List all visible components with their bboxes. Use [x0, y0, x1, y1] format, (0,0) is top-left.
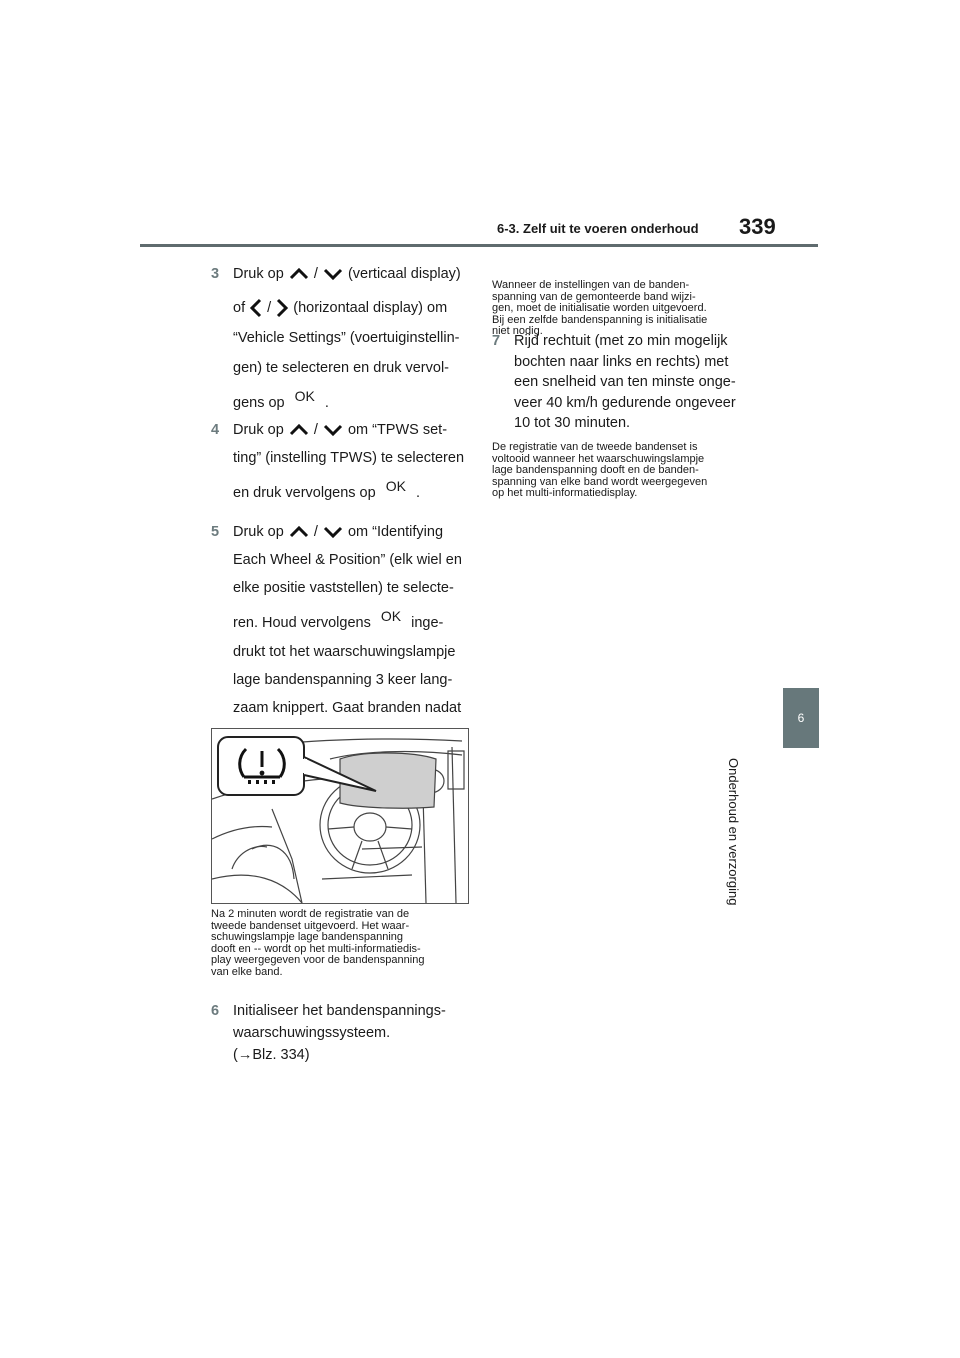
- step-text: .: [324, 395, 329, 411]
- note-registration-complete: [492, 442, 754, 500]
- chapter-label: Onderhoud en verzorging: [725, 758, 741, 906]
- note-line: schuwingslampje lage bandenspanning: [211, 931, 404, 943]
- step-6: [211, 1000, 473, 1072]
- step-text: ting” (instelling TPWS) te selecteren: [233, 450, 465, 466]
- chevron-down-icon: [322, 423, 344, 437]
- step-text: om “Identifying: [347, 524, 444, 540]
- chevron-down-icon: [322, 267, 344, 281]
- step-text: (horizontaal display) om: [293, 300, 448, 316]
- step-number: 7: [492, 333, 501, 349]
- ok-button-symbol: OK: [385, 478, 406, 494]
- step-text: Initialiseer het bandenspannings-: [233, 1003, 446, 1019]
- step-number: 6: [211, 1003, 220, 1019]
- step-text: waarschuwingssysteem.: [233, 1025, 391, 1041]
- note-initialization: [492, 280, 754, 338]
- chevron-down-icon: [322, 525, 344, 539]
- step-text: lage bandenspanning 3 keer lang-: [233, 672, 453, 688]
- step-text: Rijd rechtuit (met zo min mogelijk: [514, 333, 728, 349]
- note-line: tweede bandenset uitgevoerd. Het waar-: [211, 919, 410, 932]
- chevron-right-icon: [275, 297, 289, 319]
- step-number: 3: [211, 266, 220, 282]
- step-text: bochten naar links en rechts) met: [514, 353, 729, 370]
- separator: /: [313, 266, 318, 282]
- step-text: veer 40 km/h gedurende ongeveer: [514, 394, 736, 411]
- step-7: [492, 331, 754, 435]
- step-text: Druk op: [233, 422, 284, 438]
- step-text: gens op: [233, 395, 285, 411]
- note-line: Na 2 minuten wordt de registratie van de: [211, 908, 410, 920]
- chevron-left-icon: [249, 297, 263, 319]
- step-number: 5: [211, 524, 220, 540]
- step-text: drukt tot het waarschuwingslampje: [233, 644, 456, 660]
- step-text: (verticaal display): [347, 266, 461, 282]
- step-text: “Vehicle Settings” (voertuiginstellin-: [233, 330, 460, 346]
- step-text: ren. Houd vervolgens: [233, 615, 371, 631]
- note-line: op het multi-informatiedisplay.: [492, 487, 638, 499]
- step-text: Druk op: [233, 266, 284, 282]
- note-registration-second-set: [211, 909, 471, 978]
- ok-button-symbol: OK: [380, 608, 402, 624]
- step-text: Druk op: [233, 524, 284, 540]
- note-line: spanning van de gemonteerde band wijzi-: [492, 290, 696, 303]
- step-4: [211, 414, 471, 514]
- step-text: een snelheid van ten minste onge-: [514, 374, 736, 390]
- step-5: [211, 516, 473, 716]
- note-line: Bij een zelfde bandenspanning is initialisatie: [492, 313, 708, 326]
- section-title: 6-3. Zelf uit te voeren onderhoud: [497, 221, 699, 236]
- page-reference-link[interactable]: (→Blz. 334): [233, 1047, 310, 1063]
- note-line: voltooid wanneer het waarschuwingslampje: [492, 452, 705, 465]
- step-text: en druk vervolgens op: [233, 485, 376, 501]
- note-line: niet nodig.: [492, 325, 543, 337]
- chapter-tab: 6: [783, 688, 819, 748]
- note-line: play weergegeven voor de bandenspanning: [211, 954, 425, 966]
- note-line: De registratie van de tweede bandenset is: [492, 441, 698, 453]
- dashboard-illustration: [211, 728, 469, 904]
- step-number: 4: [211, 422, 220, 438]
- chevron-up-icon: [288, 267, 310, 281]
- step-text: om “TPWS set-: [347, 422, 448, 438]
- separator: /: [313, 422, 318, 438]
- note-line: Wanneer de instellingen van de banden-: [492, 279, 690, 291]
- note-line: dooft en -- wordt op het multi-informatiedis-: [211, 942, 421, 955]
- header-rule: [140, 244, 818, 247]
- note-line: lage bandenspanning dooft en de banden-: [492, 464, 699, 476]
- step-text: 10 tot 30 minuten.: [514, 415, 631, 431]
- step-text: gen) te selecteren en druk vervol-: [233, 360, 449, 376]
- step-text: Each Wheel & Position” (elk wiel en: [233, 552, 462, 568]
- chevron-up-icon: [288, 423, 310, 437]
- note-line: van elke band.: [211, 965, 283, 978]
- step-text: inge-: [411, 615, 444, 631]
- step-3: [211, 258, 471, 418]
- step-text: zaam knippert. Gaat branden nadat: [233, 700, 462, 716]
- dashboard-drawing: [212, 729, 468, 903]
- step-text: elke positie vaststellen) te selecte-: [233, 580, 454, 596]
- chevron-up-icon: [288, 525, 310, 539]
- note-line: gen, moet de initialisatie worden uitgevoerd.: [492, 302, 707, 314]
- separator: /: [313, 524, 318, 540]
- note-line: spanning van elke band wordt weergegeven: [492, 475, 708, 488]
- separator: /: [267, 300, 272, 316]
- step-text: of: [233, 300, 246, 316]
- ok-button-symbol: OK: [294, 388, 315, 404]
- page-number: 339: [739, 214, 776, 239]
- step-text: .: [415, 485, 420, 501]
